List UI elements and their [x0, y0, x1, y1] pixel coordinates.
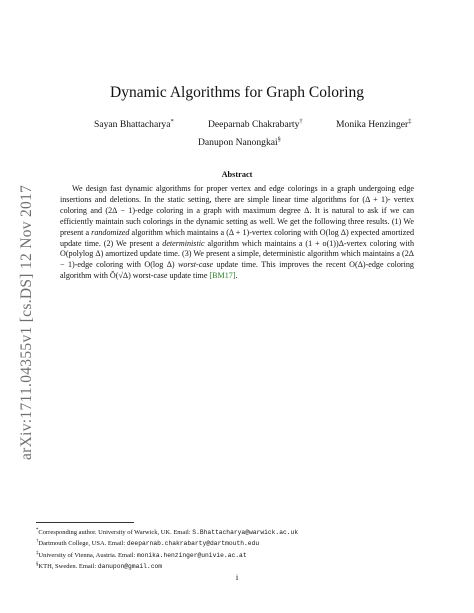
author-list	[60, 116, 414, 149]
author-1: Sayan Bhattacharya*	[94, 118, 174, 131]
page-number: i	[235, 572, 239, 582]
footnote: †Dartmouth College, USA. Email: deeparnab.chakrabarty@dartmouth.edu	[36, 539, 260, 548]
footnotes	[36, 526, 436, 571]
author-4: Danupon Nanongkai§	[198, 136, 281, 149]
email-link[interactable]: monika.henzinger@univie.ac.at	[137, 551, 247, 559]
email-link[interactable]: S.Bhattacharya@warwick.ac.uk	[192, 529, 299, 537]
citation-link[interactable]: [BM17]	[209, 271, 236, 281]
abstract-heading: Abstract	[221, 170, 253, 179]
footnote-divider	[36, 522, 134, 523]
email-link[interactable]: deeparnab.chakrabarty@dartmouth.edu	[126, 540, 260, 548]
email-link[interactable]: danupon@gmail.com	[97, 563, 163, 571]
footnote: *Corresponding author. University of Warwick, UK. Email: S.Bhattacharya@warwick.ac.uk	[36, 528, 299, 537]
footnote: §KTH, Sweden. Email: danupon@gmail.com	[36, 562, 163, 571]
paper-title: Dynamic Algorithms for Graph Coloring	[110, 84, 364, 101]
author-3: Monika Henzinger‡	[336, 118, 412, 131]
author-2: Deeparnab Chakrabarty†	[208, 118, 303, 131]
footnote: ‡University of Vienna, Austria. Email: monika.henzinger@univie.ac.at	[36, 550, 247, 559]
arxiv-identifier: arXiv:1711.04355v1 [cs.DS] 12 Nov 2017	[18, 184, 35, 460]
abstract-text: We design fast dynamic algorithms for proper vertex and edge colorings in a graph undergoing edge insertions and deletions. In the static setting, there are simple linear time algorithms for (Δ + 1)- vertex coloring and (2Δ − 1)-edge coloring in a graph with maximum degree Δ. It is natural to ask if we can efficiently maintain such colorings in the dynamic setting as well. We get the following three results. (1) We present a randomized algorithm which maintains a (Δ + 1)-vertex coloring with O(log Δ) expected amortized update time. (2) We present a deterministic algorithm which maintains a (1 + o(1))Δ-vertex coloring with O(polylog Δ) amortized update time. (3) We present a simple, deterministic algorithm which maintains a (2Δ − 1)-edge coloring with O(log Δ) worst-case update time. This improves the recent O(Δ)-edge coloring algorithm with Õ(√Δ) worst-case update time [BM17].	[60, 184, 415, 281]
